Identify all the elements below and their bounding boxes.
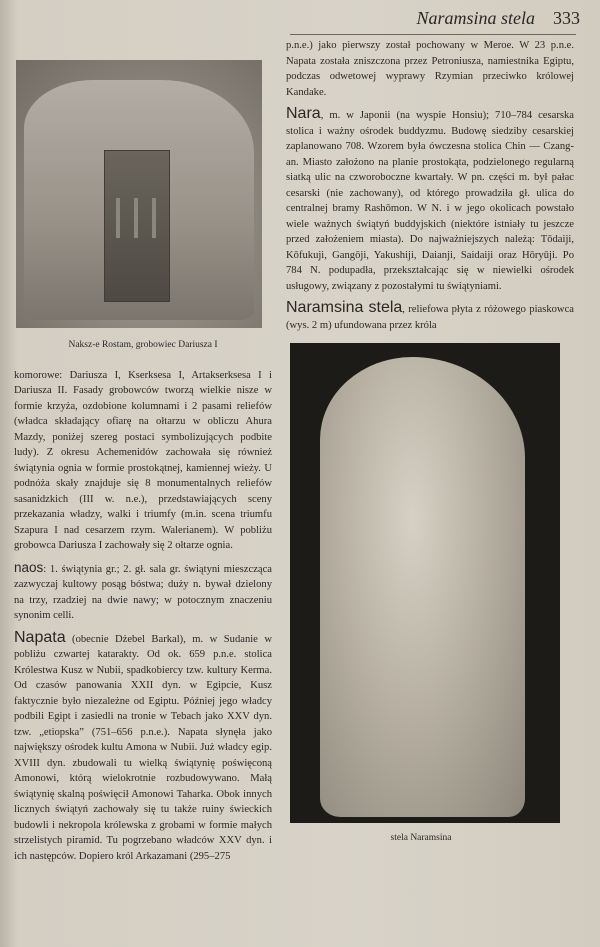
page-header xyxy=(416,8,580,32)
entry-naos-body: : 1. świątynia gr.; 2. gł. sala gr. świątyni mieszcząca zazwyczaj kultowy posąg bóstwa; duży n. bywał dzielony na trzy, rzadziej na dwie nawy; w potocznym znaczeniu synonim celli. xyxy=(14,563,272,621)
headword-naos: naos xyxy=(14,559,44,575)
entry-napata-body: (obecnie Dżebel Barkal), m. w Sudanie w pobliżu czwartej katarakty. Od ok. 659 p.n.e. stolica Królestwa Kusz w Nubii, spadkobiercy tzw. kultury Kerma. Od czasów panowania XXII dyn. w Egipcie, Kusz faktycznie było niezależne od Egiptu. Później jego władcy podbili Egipt i zasiedli na tronie w Tebach jako XXV dyn. tzw. „etiopska” (751–656 p.n.e.). Napata słynęła jako największy ośrodek kultu Amona w Nubii. Już władcy egip. XVIII dyn. zbudowali tu wielką świątynię poświęconą Amonowi, którą wielokrotnie rozbudowywano. Małą świątynię skalną poświęcił Amonowi Taharka. Obok innych licznych świątyń zachowały się tu także ruiny świeckich budowli i nekropola królewska z grobami w formie małych strzelistych piramid. Tu pogrzebano władców XXV dyn. i ich następców. Dopiero król Arkazamani (295–275 xyxy=(14,633,272,862)
entry-napata xyxy=(14,630,272,865)
photo-caption-left: Naksz-e Rostam, grobowiec Dariusza I xyxy=(68,340,218,350)
tomb-column xyxy=(152,198,156,238)
stela-stone xyxy=(320,357,525,817)
entry-nara-body: , m. w Japonii (na wyspie Honsiu); 710–784 cesarska stolica i ważny ośrodek buddyzmu. Budowę siedziby cesarskiej zaplanowano 708. Wzorem była ówczesna stolica Chin — Czang-an. Miasto założono na planie prostokąta, podzielonego regularną siatką ulic na czworoboczne kwartały. W pn. części m. był pałac cesarski (nie zachowany), od którego prowadziła gł. ulica do centralnej bramy Rashōmon. W N. i w jego okolicach powstało wiele ważnych świątyń buddyjskich (niektóre istniały tu jeszcze przed założeniem miasta). Do najważniejszych należą: Tōdaiji, Kōfukuji, Gangōji, Yakushiji, Daianji, Saidaiji oraz Hōryūji. Po 784 N. podupadła, przekształcając się w niewielki ośrodek usługowy, związany z pozostałymi tu świątyniami. xyxy=(286,110,574,292)
right-column xyxy=(286,38,574,847)
tomb-column xyxy=(116,198,120,238)
photo-naksz-e-rostam xyxy=(16,60,262,328)
entry-naramsina xyxy=(286,300,574,333)
left-column xyxy=(14,60,272,870)
entry-naos xyxy=(14,560,272,624)
headword-naramsina: Naramsina stela xyxy=(286,299,403,316)
continued-paragraph-left: komorowe: Dariusza I, Kserksesa I, Artakserksesa I i Dariusza II. Fasady grobowców tworzą wielkie nisze w formie krzyża, ozdobione kolumnami i 2 pasami reliefów (władca składający ofiarę na ołtarzu w obliczu Ahura Mazdy, poniżej szereg postaci symbolizujących podbite ludy). Z okresu Achemenidów zachowała się również świątynia ognia w formie prostokątnej, kamiennej wieży. U podnóża skały znajduje się 8 monumentalnych reliefów sasanidzkich (III w. n.e.), przedstawiających sceny przekazania władzy, walki i triumfy (m.in. scena triumfu Szapura I nad cesarzem rzym. Walerianem). W pobliżu grobowca Dariusza I zachowały się 2 ołtarze ognia. xyxy=(14,369,272,551)
tomb-column xyxy=(134,198,138,238)
headword-nara: Nara xyxy=(286,105,321,122)
running-head: Naramsina stela xyxy=(416,8,535,28)
photo-stela-naramsina xyxy=(290,343,560,823)
photo-caption-right: stela Naramsina xyxy=(390,833,452,843)
header-rule xyxy=(290,34,576,35)
page-number: 333 xyxy=(553,8,580,28)
entry-nara xyxy=(286,106,574,294)
continued-paragraph-right: p.n.e.) jako pierwszy został pochowany w Meroe. W 23 p.n.e. Napata została zniszczona przez Petroniusza, namiestnika Egiptu, podczas odwetowej wyprawy Rzymian przeciwko królowej Kandake. xyxy=(286,40,574,98)
entry-naramsina-body: , reliefowa płyta z różowego piaskowca (wys. 2 m) ufundowana przez króla xyxy=(286,304,574,331)
headword-napata: Napata xyxy=(14,628,66,646)
